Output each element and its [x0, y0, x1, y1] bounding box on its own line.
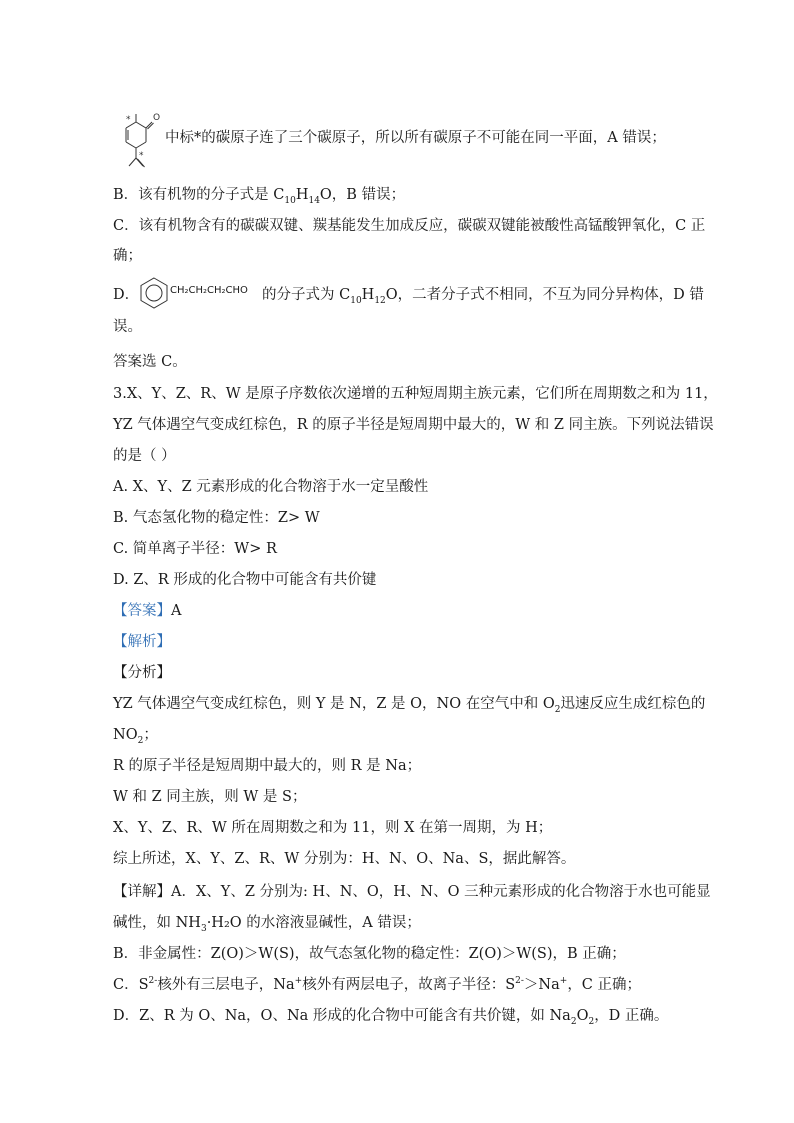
- star-label-2: *: [139, 151, 144, 161]
- option-c: C. 简单离子半径：W> R: [113, 541, 277, 557]
- detail-line-1: 【详解】A．X、Y、Z 分别为: H、N、O，H、N、O 三种元素形成的化合物溶于水也可能显: [113, 884, 711, 900]
- star-label: *: [126, 115, 131, 125]
- line-c2: 确；: [113, 248, 142, 264]
- detail-line-5: D．Z、R 为 O、Na，O、Na 形成的化合物中可能含有共价键，如 $Na_2O_2$，D 正确。: [113, 1008, 669, 1027]
- detail-line-3: B．非金属性：Z(O)＞W(S)，故气态氢化物的稳定性：Z(O)＞W(S)，B 正确；: [113, 946, 626, 962]
- oxygen-label: O: [153, 113, 161, 123]
- detail-line-4: C．$S^{2-}$核外有三层电子，Na+核外有两层电子，故离子半径：$S^{2-}>Na^+$，C 正确；: [113, 976, 642, 993]
- line-a: 中标*的碳原子连了三个碳原子，所以所有碳原子不可能在同一平面，A 错误；: [165, 130, 666, 146]
- line-d2: 误。: [113, 319, 142, 335]
- detail-line-2: 碱性，如 $NH_3\cdot H_2O$ 的水溶液显碱性，A 错误；: [113, 915, 421, 934]
- answer-pick: 答案选 C。: [113, 354, 187, 370]
- question-3-line-3: 的是（ ）: [113, 448, 176, 464]
- side-chain-label: CH₂CH₂CH₂CHO: [170, 285, 248, 296]
- question-3-line-2: YZ 气体遇空气变成红棕色，R 的原子半径是短周期中最大的，W 和 Z 同主族。下列说法错误: [113, 417, 714, 433]
- answer-line: [113, 601, 181, 621]
- analysis-line-1: YZ 气体遇空气变成红棕色，则 Y 是 N，Z 是 O，NO 在空气中和 $O_2$迅速反应生成红棕色的: [113, 696, 706, 715]
- option-d: D. Z、R 形成的化合物中可能含有共价键: [113, 572, 377, 588]
- line-d: 的分子式为 $C_{10}H_{12}O$，二者分子式不相同，不互为同分异构体，D 错: [262, 287, 704, 306]
- answer-tag: 【答案】: [113, 603, 171, 619]
- analysis-line-6: 综上所述，X、Y、Z、R、W 分别为：H、N、O、Na、S，据此解答。: [113, 851, 576, 867]
- line-b: B．该有机物的分子式是 $C_{10}H_{14}O$，B 错误；: [113, 187, 406, 206]
- option-b: B. 气态氢化物的稳定性：Z> W: [113, 510, 320, 526]
- analysis-tag: 【解析】: [113, 634, 171, 650]
- analysis-line-4: W 和 Z 同主族，则 W 是 S；: [113, 789, 307, 805]
- analysis-line-5: X、Y、Z、R、W 所在周期数之和为 11，则 X 在第一周期，为 H；: [113, 820, 553, 836]
- line-d-prefix: D．: [113, 287, 140, 303]
- fenxi-tag: 【分析】: [113, 665, 171, 681]
- benzene-ring-icon: [138, 276, 170, 310]
- analysis-line-3: R 的原子半径是短周期中最大的，则 R 是 Na；: [113, 758, 422, 774]
- molecule-structure-icon: [120, 108, 164, 174]
- question-3-line-1: 3.X、Y、Z、R、W 是原子序数依次递增的五种短周期主族元素，它们所在周期数之和为 11，: [113, 386, 718, 402]
- option-a: A. X、Y、Z 元素形成的化合物溶于水一定呈酸性: [113, 479, 429, 495]
- analysis-line-2: $NO_2$；: [113, 727, 158, 746]
- line-c1: C．该有机物含有的碳碳双键、羰基能发生加成反应，碳碳双键能被酸性高锰酸钾氧化，C 正: [113, 218, 706, 234]
- answer-value: A: [171, 603, 182, 619]
